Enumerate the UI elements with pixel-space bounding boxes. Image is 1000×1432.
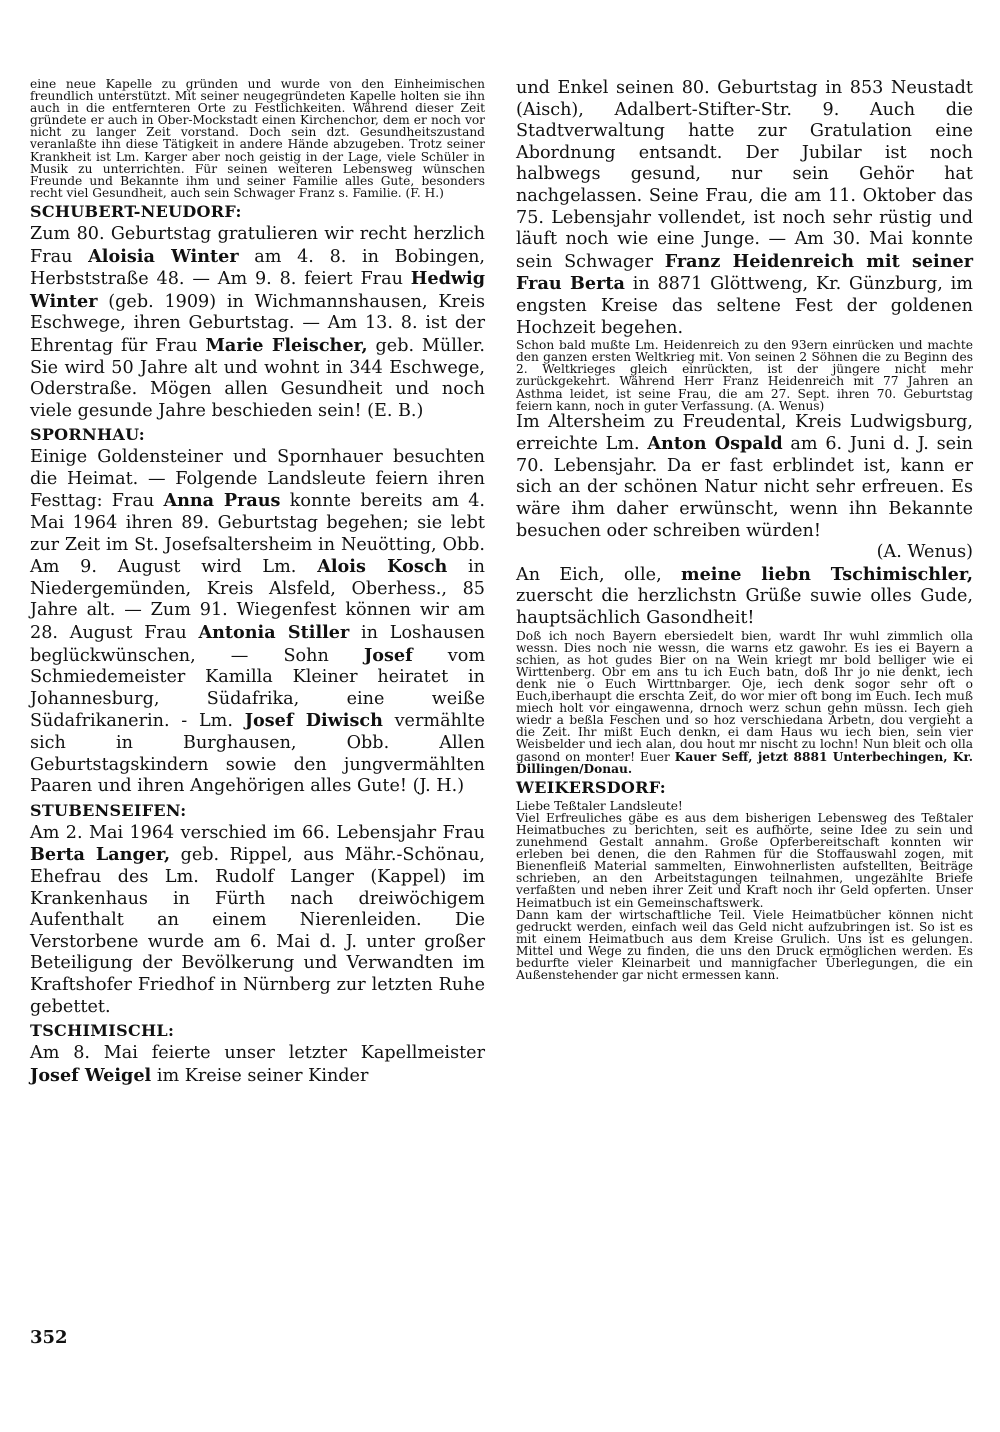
left-column xyxy=(30,78,485,1087)
heading-spornhau: SPORNHAU: xyxy=(30,425,145,445)
heading-weikersdorf: WEIKERSDORF: xyxy=(516,777,667,797)
weikersdorf-greeting: Liebe Teßtaler Landsleute! xyxy=(516,798,683,813)
right-column xyxy=(516,78,973,981)
schubert-neudorf-paragraph: Zum 80. Geburtstag gratulieren wir recht herzlich Frau Aloisia Winter am 4. 8. in Bobingen, Herbststraße 48. — Am 9. 8. feiert Frau Hedwig Winter (geb. 1909) in Wichmannshausen, Kreis Eschwege, ihren Geburtstag. — Am 13. 8. ist der Ehrentag für Frau Marie Fleischer, geb. Müller. Sie wird 50 Jahre alt und wohnt in 344 Eschwege, Oderstraße. Mögen allen Gesundheit und noch viele gesunde Jahre beschieden sein! (E. B.) xyxy=(30,223,486,421)
heading-stubenseifen: STUBENSEIFEN: xyxy=(30,800,187,820)
intro-paragraph: eine neue Kapelle zu gründen und wurde von den Einheimischen freundlich unterstützt. Mit seiner neugegründeten Kapelle holten sie ihn auch in die entfernteren Orte zu Festlichkeiten. Während dieser Zeit gründete er auch in Ober-Mockstadt einen Kirchenchor, dem er noch vor nicht zu langer Zeit vorstand. Doch sein dzt. Gesundheitszustand veranlaßte ihn diese Tätigkeit in andere Hände abzugeben. Trotz seiner Krankheit ist Lm. Karger aber noch geistig in der Lage, viele Schüler in Musik zu unterrichten. Für seinen weiteren Lebensweg wünschen Freunde und Bekannte ihm und seiner Familie alles Gute, besonders recht viel Gesundheit, auch sein Schwager Franz s. Familie. (F. H.) xyxy=(30,77,485,200)
dialect-letter-paragraph: Doß ich noch Bayern ebersiedelt bien, wardt Ihr wuhl zimmlich olla wessn. Dies noch nie wessn, die warns etz gawohr. Es ies ei Bayern a schien, as hot gudes Bier on na Wein kriegt mr bold belliger wie ei Wirttenberg. Obr em ans tu ich Euch batn, doß Ihr jo nie denkt, iech denk nie o Euch Wirttnbarger. Oje, iech denk sogor sehr oft o Euch,iberhaupt die erschta Zeit, do wor mier oft bong im Euch. Iech muß miech holt vor eingawenna, drnoch werz schun gehn müssn. Iech gieh wiedr a beßla Feschen und so hoz verschiedana Arbetn, dou vergieht a die Zeit. Ihr mißt Euch denkn, ei dam Haus wu iech bien, sein vier Weisbelder und iech alan, dou hout mr nischt zu lochn! Nun bleit och olla gasond on monter! Euer Kauer Seff, jetzt 8881 Unterbechingen, Kr. Dillingen/Donau. xyxy=(516,628,974,776)
weigel-continuation-paragraph: und Enkel seinen 80. Geburtstag in 853 Neustadt (Aisch), Adalbert-Stifter-Str. 9. Auch die Stadtverwaltung hatte zur Gratulation eine Abordnung entsandt. Der Jubilar ist noch halbwegs gesund, nur sein Gehör hat nachgelassen. Seine Frau, die am 11. Oktober das 75. Lebensjahr vollendet, ist noch sehr rüstig und läuft noch wie eine Junge. — Am 30. Mai konnte sein Schwager Franz Heidenreich mit seiner Frau Berta in 8871 Glöttweng, Kr. Günzburg, im engsten Kreise das seltene Fest der goldenen Hochzeit begehen. xyxy=(516,78,973,338)
ospald-attribution: (A. Wenus) xyxy=(876,542,973,563)
spornhau-paragraph: Einige Goldensteiner und Spornhauer besuchten die Heimat. — Folgende Landsleute feiern ihren Festtag: Frau Anna Praus konnte bereits am 4. Mai 1964 ihren 89. Geburtstag begehen; sie lebt zur Zeit im St. Josefsaltersheim in Neuötting, Obb. Am 9. August wird Lm. Alois Kosch in Niedergemünden, Kreis Alsfeld, Oberhess., 85 Jahre alt. — Zum 91. Wiegenfest können wir am 28. August Frau Antonia Stiller in Loshausen beglückwünschen, — Sohn Josef vom Schmiedemeister Kamilla Kleiner heiratet in Johannesburg, Südafrika, eine weiße Südafrikanerin. - Lm. Josef Diwisch vermählte sich in Burghausen, Obb. Allen Geburtstagskindern sowie den jungvermählten Paaren und ihren Angehörigen alles Gute! (J. H.) xyxy=(30,447,486,797)
dialect-greeting-paragraph: An Eich, olle, meine liebn Tschimischler, zuerscht die herzlichstn Grüße suwie olles Gude, hauptsächlich Gasondheit! xyxy=(516,563,973,629)
weikersdorf-paragraph-1: Viel Erfreuliches gäbe es aus dem bisherigen Lebensweg des Teßtaler Heimatbuches zu berichten, seit es aufhörte, seine Idee zu sein und zunehmend Gestalt annahm. Große Opferbereitschaft konnten wir erleben bei denen, die den Rahmen für die Stoffauswahl zogen, mit Bienenfleiß Material sammelten, Einwohnerlisten aufstellten, Beiträge schrieben, an den Arbeitstagungen teilnahmen, ungezählte Briefe verfaßten und neben ihrer Zeit und Kraft noch ihr Geld opferten. Unser Heimatbuch ist ein Gemeinschaftswerk. xyxy=(516,810,973,910)
weikersdorf-paragraph-2: Dann kam der wirtschaftliche Teil. Viele Heimatbücher können nicht gedruckt werden, einfach weil das Geld nicht aufzubringen ist. So ist es mit einem Heimatbuch aus dem Kreise Grulich. Uns ist es gelungen. Mittel und Wege zu finden, die uns den Druck ermöglichen werden. Es bedurfte vieler Kleinarbeit und mannigfacher Überlegungen, die ein Außenstehender gar nicht ermessen kann. xyxy=(516,907,973,983)
tschimischl-paragraph: Am 8. Mai feierte unser letzter Kapellmeister Josef Weigel im Kreise seiner Kinder xyxy=(30,1043,485,1086)
heading-tschimischl: TSCHIMISCHL: xyxy=(30,1021,175,1041)
page-number: 352 xyxy=(30,1327,68,1348)
stubenseifen-paragraph: Am 2. Mai 1964 verschied im 66. Lebensjahr Frau Berta Langer, geb. Rippel, aus Mähr.-Schönau, Ehefrau des Lm. Rudolf Langer (Kappel) im Krankenhaus in Fürth nach dreiwöchigem Aufenthalt an einem Nierenleiden. Die Verstorbene wurde am 6. Mai d. J. unter großer Beteiligung der Bevölkerung und Verwandten im Kraftshofer Friedhof in Nürnberg zur letzten Ruhe gebettet. xyxy=(30,822,485,1017)
ospald-paragraph: Im Altersheim zu Freudental, Kreis Ludwigsburg, erreichte Lm. Anton Ospald am 6. Juni d. J. sein 70. Lebensjahr. Da er fast erblindet ist, kann er sich an der schönen Natur nicht sehr erfreuen. Es wäre ihm daher erwünscht, wenn ihn Bekannte besuchen oder schreiben würden! xyxy=(516,411,973,541)
heading-schubert-neudorf: SCHUBERT-NEUDORF: xyxy=(30,201,242,221)
heidenreich-paragraph: Schon bald mußte Lm. Heidenreich zu den 93ern einrücken und machte den ganzen ersten Weltkrieg mit. Von seinen 2 Söhnen die zu Beginn des 2. Weltkrieges gleich einrückten, ist der jüngere nicht mehr zurückgekehrt. Während Herr Franz Heidenreich mit 77 Jahren an Asthma leidet, ist seine Frau, die am 27. Sept. ihren 70. Geburtstag feiern kann, noch in guter Verfassung. (A. Wenus) xyxy=(516,338,973,413)
